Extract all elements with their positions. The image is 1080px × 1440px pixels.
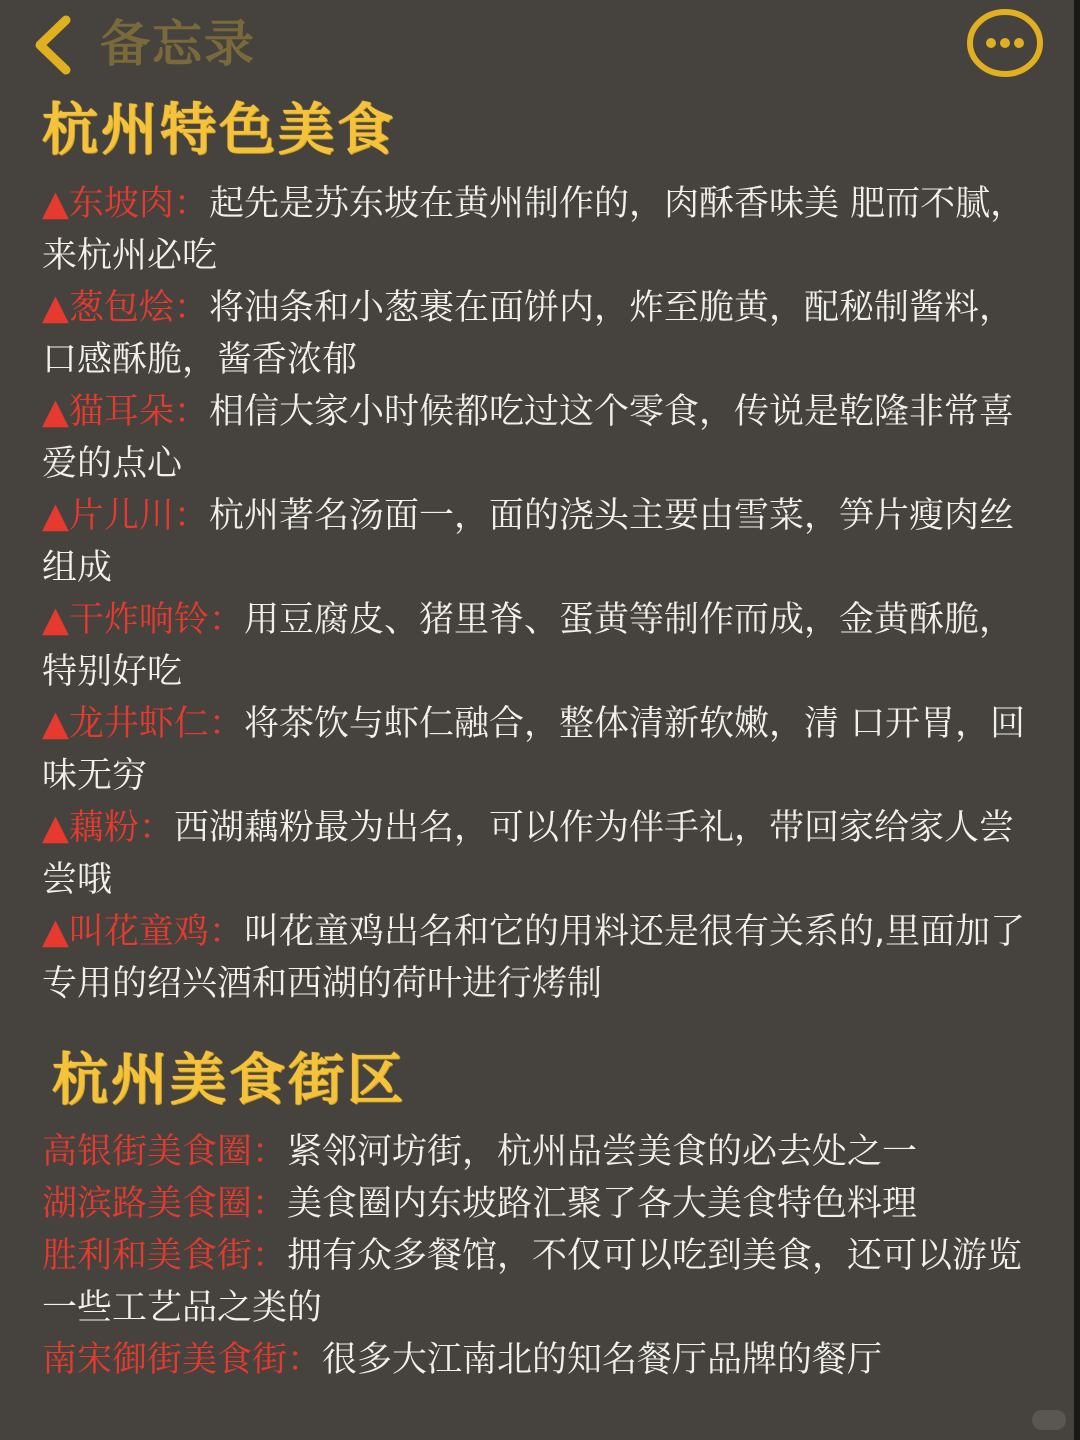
street-name: 高银街美食圈： [42,1132,288,1172]
food-street-list [42,1126,1032,1386]
list-item [42,1126,1032,1178]
food-description: 将茶饮与虾仁融合，整体清新软嫩，清 口开胃，回味无穷 [42,704,1026,796]
top-bar [0,0,1080,90]
back-button[interactable] [26,12,86,78]
section-title-food-streets: 杭州美食街区 [52,1048,406,1113]
street-name: 湖滨路美食圈： [42,1184,288,1224]
list-item [42,386,1032,490]
food-description: 西湖藕粉最为出名，可以作为伴手礼，带回家给家人尝尝哦 [42,808,1014,900]
food-name: 猫耳朵： [68,392,209,432]
street-description: 很多大江南北的知名餐厅品牌的餐厅 [322,1340,883,1380]
food-name: 片儿川： [68,496,209,536]
list-item [42,490,1032,594]
food-description: 用豆腐皮、猪里脊、蛋黄等制作而成，金黄酥脆，特别好吃 [42,600,1014,692]
app-title: 备忘录 [100,15,256,73]
section-title-specialty-food: 杭州特色美食 [42,98,396,163]
list-item [42,1334,1032,1386]
more-button[interactable] [966,8,1044,78]
food-name: 藕粉： [68,808,174,848]
triangle-marker: ▲ [42,184,69,224]
triangle-marker: ▲ [42,704,69,744]
list-item [42,1178,1032,1230]
list-item [42,1230,1032,1334]
list-item [42,802,1032,906]
triangle-marker: ▲ [42,808,69,848]
street-description: 美食圈内东坡路汇聚了各大美食特色料理 [287,1184,918,1224]
triangle-marker: ▲ [42,288,69,328]
food-name: 龙井虾仁： [68,704,244,744]
triangle-marker: ▲ [42,600,69,640]
list-item [42,178,1032,282]
list-item [42,282,1032,386]
food-name: 葱包烩： [68,288,209,328]
specialty-food-list [42,178,1032,1010]
food-name: 东坡肉： [68,184,209,224]
list-item [42,698,1032,802]
more-horizontal-icon [966,8,1044,78]
triangle-marker: ▲ [42,496,69,536]
street-name: 胜利和美食街： [42,1236,288,1276]
food-description: 叫花童鸡出名和它的用料还是很有关系的,里面加了专用的绍兴酒和西湖的荷叶进行烤制 [42,912,1026,1004]
food-description: 起先是苏东坡在黄州制作的，肉酥香味美 肥而不腻，来杭州必吃 [42,184,1026,276]
food-description: 将油条和小葱裹在面饼内，炸至脆黄，配秘制酱料，口感酥脆，酱香浓郁 [42,288,1014,380]
screen-edge [1074,0,1080,1440]
food-name: 叫花童鸡： [68,912,244,952]
food-description: 杭州著名汤面一，面的浇头主要由雪菜，笋片瘦肉丝组成 [42,496,1014,588]
chevron-left-icon [26,12,86,78]
list-item [42,906,1032,1010]
list-item [42,594,1032,698]
street-name: 南宋御街美食街： [42,1340,323,1380]
food-name: 干炸响铃： [68,600,244,640]
triangle-marker: ▲ [42,392,69,432]
food-description: 相信大家小时候都吃过这个零食，传说是乾隆非常喜爱的点心 [42,392,1014,484]
triangle-marker: ▲ [42,912,69,952]
street-description: 紧邻河坊街，杭州品尝美食的必去处之一 [287,1132,918,1172]
watermark-logo [1032,1410,1066,1430]
street-description: 拥有众多餐馆，不仅可以吃到美食，还可以游览一些工艺品之类的 [42,1236,1023,1328]
